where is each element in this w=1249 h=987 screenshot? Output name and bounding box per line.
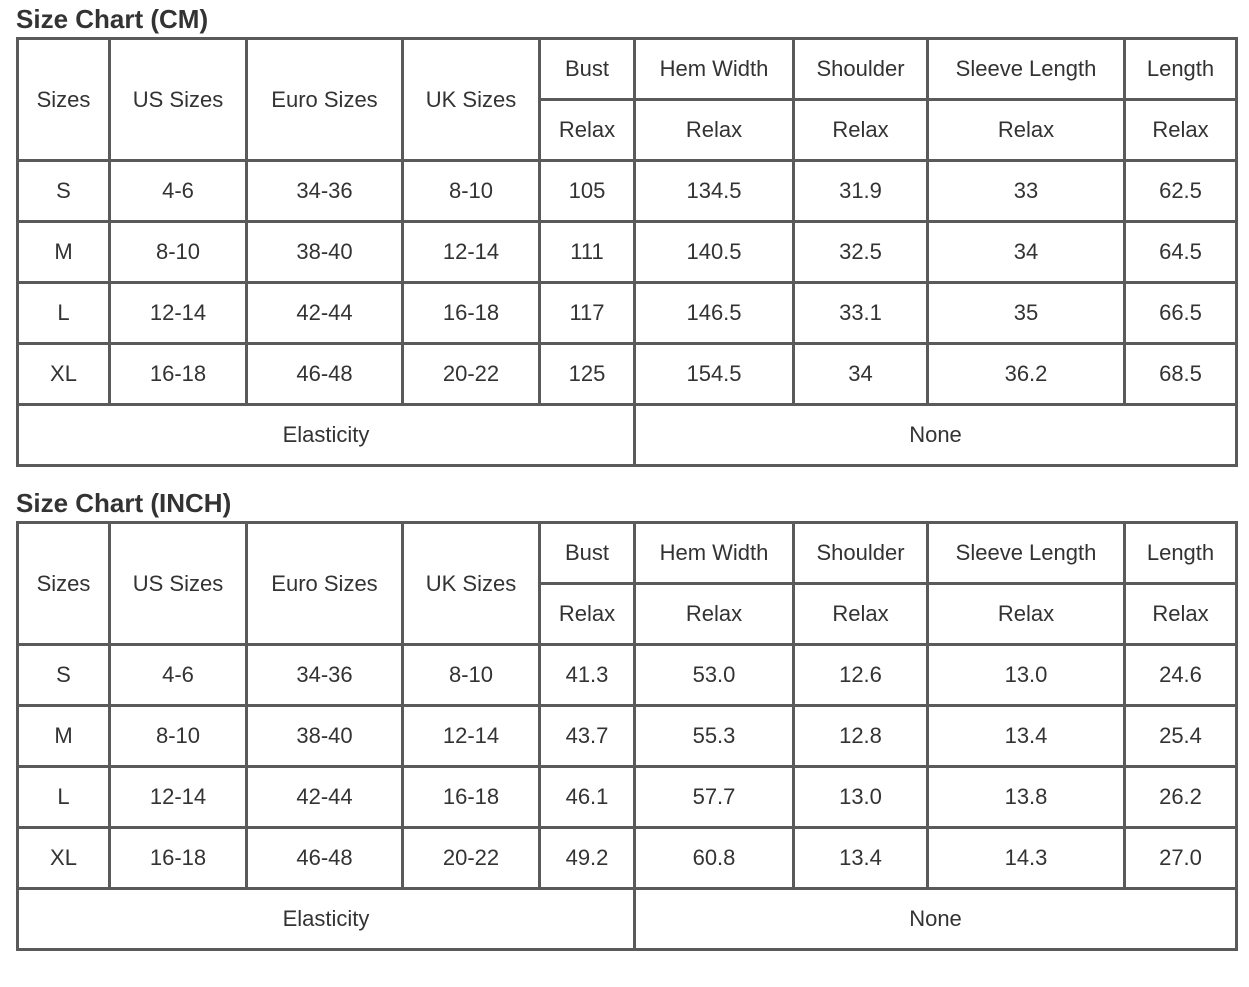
us-size-cell: 4-6 [110,161,247,222]
hem-width-cell: 134.5 [635,161,794,222]
shoulder-cell: 12.8 [794,706,928,767]
bust-cell: 46.1 [540,767,635,828]
us-size-cell: 8-10 [110,706,247,767]
uk-size-cell: 8-10 [403,161,540,222]
header-us-sizes: US Sizes [110,523,247,645]
size-chart-inch-title: Size Chart (INCH) [16,488,232,518]
header-length: Length [1125,39,1237,100]
fit-label: Relax [794,584,928,645]
shoulder-cell: 13.0 [794,767,928,828]
table-row [18,828,1237,889]
us-size-cell: 12-14 [110,767,247,828]
bust-cell: 117 [540,283,635,344]
length-cell: 24.6 [1125,645,1237,706]
shoulder-cell: 13.4 [794,828,928,889]
hem-width-cell: 53.0 [635,645,794,706]
fit-label: Relax [1125,584,1237,645]
table-row [18,222,1237,283]
size-cell: S [18,645,110,706]
sleeve-length-cell: 33 [928,161,1125,222]
size-cell: L [18,283,110,344]
table-row [18,161,1237,222]
header-sizes: Sizes [18,523,110,645]
header-length: Length [1125,523,1237,584]
table-row [18,283,1237,344]
length-cell: 64.5 [1125,222,1237,283]
size-cell: XL [18,828,110,889]
elasticity-row [18,889,1237,950]
header-uk-sizes: UK Sizes [403,523,540,645]
sleeve-length-cell: 35 [928,283,1125,344]
shoulder-cell: 33.1 [794,283,928,344]
header-sleeve-length: Sleeve Length [928,39,1125,100]
shoulder-cell: 34 [794,344,928,405]
table-row [18,344,1237,405]
us-size-cell: 4-6 [110,645,247,706]
euro-size-cell: 46-48 [247,828,403,889]
header-hem-width: Hem Width [635,39,794,100]
elasticity-row [18,405,1237,466]
shoulder-cell: 31.9 [794,161,928,222]
euro-size-cell: 42-44 [247,767,403,828]
size-cell: M [18,706,110,767]
uk-size-cell: 8-10 [403,645,540,706]
size-cell: XL [18,344,110,405]
header-hem-width: Hem Width [635,523,794,584]
bust-cell: 43.7 [540,706,635,767]
size-chart-cm-table [16,37,1238,467]
sleeve-length-cell: 36.2 [928,344,1125,405]
sleeve-length-cell: 14.3 [928,828,1125,889]
sleeve-length-cell: 13.0 [928,645,1125,706]
table-row [18,767,1237,828]
table-row [18,706,1237,767]
elasticity-label: Elasticity [18,889,635,950]
sleeve-length-cell: 34 [928,222,1125,283]
header-shoulder: Shoulder [794,523,928,584]
uk-size-cell: 12-14 [403,706,540,767]
size-cell: L [18,767,110,828]
shoulder-cell: 12.6 [794,645,928,706]
header-row [18,523,1237,584]
header-sleeve-length: Sleeve Length [928,523,1125,584]
elasticity-value: None [635,889,1237,950]
header-row [18,39,1237,100]
header-euro-sizes: Euro Sizes [247,523,403,645]
shoulder-cell: 32.5 [794,222,928,283]
hem-width-cell: 60.8 [635,828,794,889]
size-cell: S [18,161,110,222]
table-row [18,645,1237,706]
bust-cell: 111 [540,222,635,283]
euro-size-cell: 38-40 [247,706,403,767]
euro-size-cell: 34-36 [247,645,403,706]
hem-width-cell: 140.5 [635,222,794,283]
hem-width-cell: 55.3 [635,706,794,767]
uk-size-cell: 20-22 [403,828,540,889]
hem-width-cell: 57.7 [635,767,794,828]
elasticity-label: Elasticity [18,405,635,466]
fit-label: Relax [540,100,635,161]
fit-label: Relax [1125,100,1237,161]
length-cell: 66.5 [1125,283,1237,344]
hem-width-cell: 146.5 [635,283,794,344]
us-size-cell: 8-10 [110,222,247,283]
elasticity-value: None [635,405,1237,466]
euro-size-cell: 38-40 [247,222,403,283]
size-cell: M [18,222,110,283]
bust-cell: 105 [540,161,635,222]
fit-label: Relax [928,584,1125,645]
header-us-sizes: US Sizes [110,39,247,161]
euro-size-cell: 34-36 [247,161,403,222]
header-uk-sizes: UK Sizes [403,39,540,161]
fit-label: Relax [635,584,794,645]
fit-label: Relax [540,584,635,645]
uk-size-cell: 20-22 [403,344,540,405]
fit-label: Relax [928,100,1125,161]
length-cell: 68.5 [1125,344,1237,405]
bust-cell: 49.2 [540,828,635,889]
hem-width-cell: 154.5 [635,344,794,405]
fit-label: Relax [794,100,928,161]
header-bust: Bust [540,523,635,584]
header-shoulder: Shoulder [794,39,928,100]
size-chart-cm-title: Size Chart (CM) [16,4,209,34]
uk-size-cell: 12-14 [403,222,540,283]
length-cell: 62.5 [1125,161,1237,222]
us-size-cell: 16-18 [110,344,247,405]
bust-cell: 41.3 [540,645,635,706]
bust-cell: 125 [540,344,635,405]
uk-size-cell: 16-18 [403,283,540,344]
header-sizes: Sizes [18,39,110,161]
sleeve-length-cell: 13.8 [928,767,1125,828]
size-chart-inch-table [16,521,1238,951]
header-euro-sizes: Euro Sizes [247,39,403,161]
euro-size-cell: 46-48 [247,344,403,405]
length-cell: 27.0 [1125,828,1237,889]
us-size-cell: 12-14 [110,283,247,344]
length-cell: 25.4 [1125,706,1237,767]
header-bust: Bust [540,39,635,100]
fit-label: Relax [635,100,794,161]
sleeve-length-cell: 13.4 [928,706,1125,767]
uk-size-cell: 16-18 [403,767,540,828]
euro-size-cell: 42-44 [247,283,403,344]
us-size-cell: 16-18 [110,828,247,889]
length-cell: 26.2 [1125,767,1237,828]
